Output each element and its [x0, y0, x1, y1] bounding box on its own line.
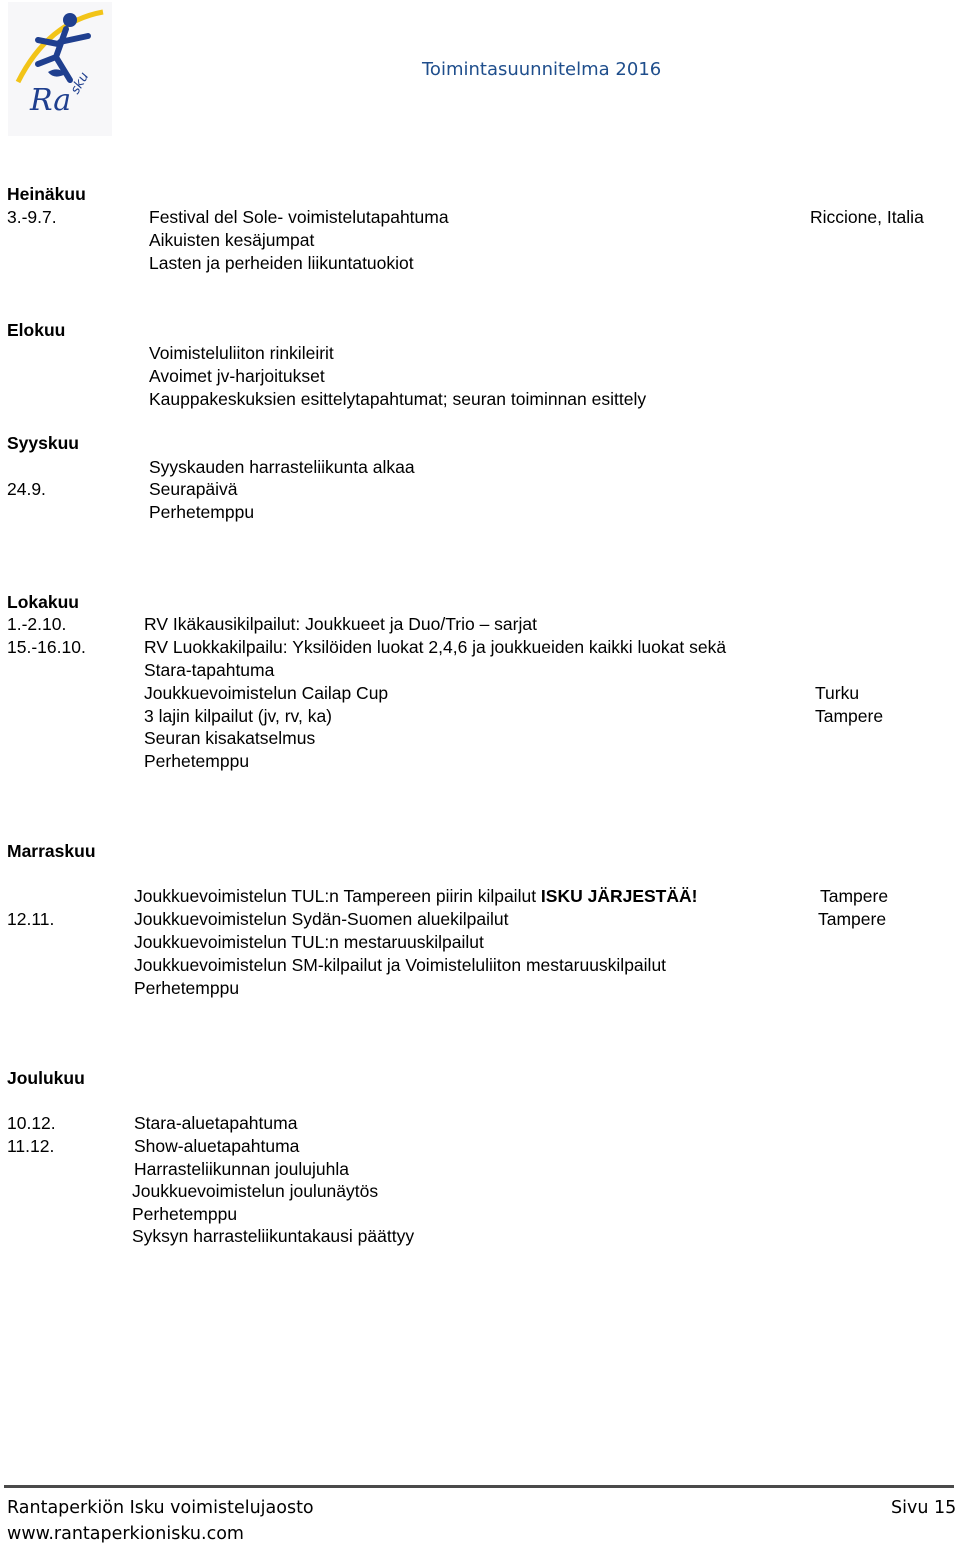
date-label: 1.-2.10.: [7, 614, 67, 634]
event-item: Stara-aluetapahtuma: [134, 1113, 298, 1133]
event-item: Stara-tapahtuma: [144, 660, 275, 680]
event-location: Tampere: [818, 909, 887, 929]
date-label: 10.12.: [7, 1113, 56, 1133]
event-item: Aikuisten kesäjumpat: [149, 230, 315, 250]
footer-page-number: Sivu 15: [891, 1498, 957, 1518]
logo-text: Ra: [30, 83, 72, 118]
date-label: 3.-9.7.: [7, 207, 57, 227]
event-item: Show-aluetapahtuma: [134, 1136, 300, 1156]
event-item: [134, 886, 697, 906]
event-item: Joukkuevoimistelun Sydän-Suomen aluekilpailut: [134, 909, 509, 929]
event-item-emphasis: ISKU JÄRJESTÄÄ!: [540, 886, 698, 906]
date-label: 24.9.: [7, 479, 46, 499]
event-item-text: Joukkuevoimistelun TUL:n Tampereen piirin kilpailut: [134, 886, 541, 906]
document-title: Toimintasuunnitelma 2016: [422, 59, 662, 80]
event-item: Voimisteluliiton rinkileirit: [149, 343, 334, 363]
event-location: Riccione, Italia: [810, 207, 924, 227]
event-item: RV Ikäkausikilpailut: Joukkueet ja Duo/Trio – sarjat: [144, 614, 537, 634]
event-item: Perhetemppu: [144, 751, 250, 771]
event-item: Joukkuevoimistelun Cailap Cup: [144, 683, 389, 703]
event-location: Tampere: [815, 706, 884, 726]
event-item: Harrasteliikunnan joulujuhla: [134, 1159, 349, 1179]
month-heading-marraskuu: Marraskuu: [7, 841, 96, 861]
footer-organization: Rantaperkiön Isku voimistelujaosto: [7, 1498, 314, 1518]
event-item: Perhetemppu: [134, 978, 240, 998]
event-item: Seuran kisakatselmus: [144, 728, 316, 748]
event-item: Joukkuevoimistelun SM-kilpailut ja Voimisteluliiton mestaruuskilpailut: [134, 955, 667, 975]
month-heading-joulukuu: Joulukuu: [7, 1068, 85, 1088]
event-item: Syksyn harrasteliikuntakausi päättyy: [132, 1226, 415, 1246]
event-item: Lasten ja perheiden liikuntatuokiot: [149, 253, 414, 273]
date-label: 15.-16.10.: [7, 637, 86, 657]
footer-website-link[interactable]: www.rantaperkionisku.com: [7, 1524, 244, 1544]
footer-divider: [4, 1485, 954, 1488]
event-item: Perhetemppu: [149, 502, 255, 522]
club-logo: [8, 2, 112, 136]
event-item: Avoimet jv-harjoitukset: [149, 366, 325, 386]
date-label: 12.11.: [7, 909, 55, 929]
event-item: Kauppakeskuksien esittelytapahtumat; seuran toiminnan esittely: [149, 389, 647, 409]
event-item: 3 lajin kilpailut (jv, rv, ka): [144, 706, 333, 726]
date-label: 11.12.: [7, 1136, 55, 1156]
month-heading-lokakuu: Lokakuu: [7, 592, 79, 612]
event-item: Syyskauden harrasteliikunta alkaa: [149, 457, 415, 477]
event-location: Turku: [815, 683, 860, 703]
event-item: RV Luokkakilpailu: Yksilöiden luokat 2,4,6 ja joukkueiden kaikki luokat sekä: [144, 637, 727, 657]
month-heading-syyskuu: Syyskuu: [7, 433, 79, 453]
event-item: Festival del Sole- voimistelutapahtuma: [149, 207, 449, 227]
month-heading-heinakuu: Heinäkuu: [7, 184, 86, 204]
event-item: Seurapäivä: [149, 479, 238, 499]
logo-script-text: sku: [67, 69, 93, 97]
event-location: Tampere: [820, 886, 889, 906]
event-item: Joukkuevoimistelun TUL:n mestaruuskilpailut: [134, 932, 484, 952]
month-heading-elokuu: Elokuu: [7, 320, 66, 340]
event-item: Perhetemppu: [132, 1204, 238, 1224]
event-item: Joukkuevoimistelun joulunäytös: [132, 1181, 379, 1201]
